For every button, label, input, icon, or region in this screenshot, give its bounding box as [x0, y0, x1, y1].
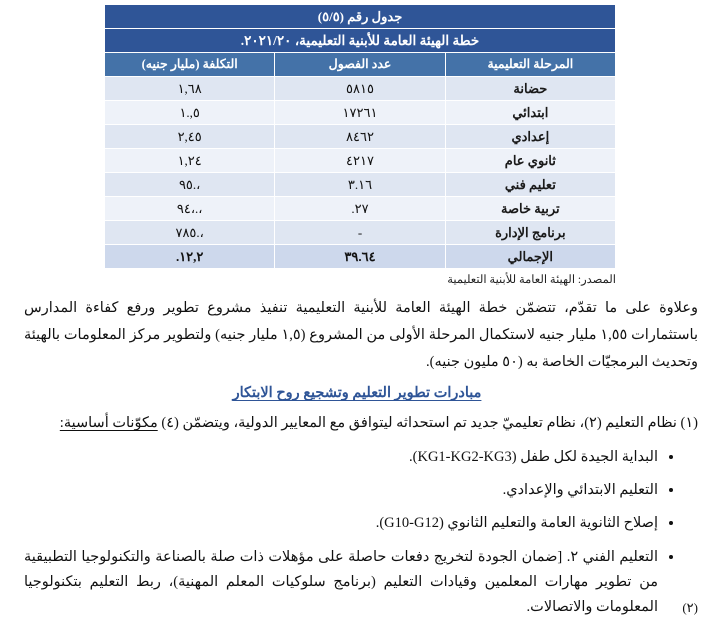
cell-stage: تربية خاصة — [445, 197, 615, 221]
cell-cost: ،.٧٨٥ — [105, 221, 275, 245]
list-item: • البداية الجيدة لكل طفل (KG1-KG2-KG3). — [24, 444, 658, 470]
cell-classes: ٤٢١٧ — [275, 149, 445, 173]
footnote-marker: (٢) — [682, 600, 698, 615]
plan-table-container — [104, 0, 616, 269]
list-item: • التعليم الفني ٢. [ضمان الجودة لتخريج دفعات حاصلة على مؤهلات ذات صلة بالصناعة والتكنولوجيا التطبيقية من تطوير مهارات المعلمين وقيادات التعليم (برنامج سلوكيات المعلم المهنية)، ربط التعليم بتكنولوجيا المعلومات والاتصالات. — [24, 544, 658, 621]
cell-total-cost: ١٢,٢. — [105, 245, 275, 269]
list-item: • التعليم الابتدائي والإعدادي. — [24, 477, 658, 503]
intro-underlined: مكوّنات أساسية: — [59, 415, 158, 432]
table-row — [105, 101, 616, 125]
list-item: • إصلاح الثانوية العامة والتعليم الثانوي (G10-G12). — [24, 510, 658, 536]
cell-classes: ٥٨١٥ — [275, 77, 445, 101]
table-caption-title-row — [105, 29, 616, 53]
paragraph-education-system — [14, 410, 706, 436]
cell-stage: برنامج الإدارة — [445, 221, 615, 245]
cell-cost: ،.٩٥ — [105, 173, 275, 197]
table-row — [105, 125, 616, 149]
cell-stage: تعليم فني — [445, 173, 615, 197]
cell-stage: ابتدائي — [445, 101, 615, 125]
table-header-row — [105, 53, 616, 77]
table-row — [105, 149, 616, 173]
cell-cost: ١,٦٨ — [105, 77, 275, 101]
table-caption-title: خطة الهيئة العامة للأبنية التعليمية، ٢٠٢١/٢٠. — [105, 29, 616, 53]
cell-cost: ٥,.١ — [105, 101, 275, 125]
table-caption-number: جدول رقم (٥/٥) — [105, 5, 616, 29]
cell-stage: حضانة — [445, 77, 615, 101]
table-row — [105, 221, 616, 245]
intro-text: (١) نظام التعليم (٢)، نظام تعليميّ جديد تم استحداثه ليتوافق مع المعايير الدولية، ويتضمّن (٤) — [157, 415, 698, 432]
section-heading-innovation: مبادرات تطوير التعليم وتشجيع روح الابتكار — [232, 385, 482, 402]
table-source: المصدر: الهيئة العامة للأبنية التعليمية — [447, 274, 616, 286]
plan-table — [104, 4, 616, 269]
table-row — [105, 173, 616, 197]
cell-total-classes: ٣٩.٦٤ — [275, 245, 445, 269]
cell-classes: ٣.١٦ — [275, 173, 445, 197]
column-header-classes: عدد الفصول — [275, 53, 445, 77]
cell-stage: إعدادي — [445, 125, 615, 149]
cell-stage: ثانوي عام — [445, 149, 615, 173]
cell-classes: ١٧٢٦١ — [275, 101, 445, 125]
cell-cost: ٢,٤٥ — [105, 125, 275, 149]
cell-total-label: الإجمالي — [445, 245, 615, 269]
table-row — [105, 197, 616, 221]
components-list — [24, 444, 676, 621]
table-caption-number-row — [105, 5, 616, 29]
table-total-row — [105, 245, 616, 269]
cell-classes: - — [275, 221, 445, 245]
cell-cost: ١,٢٤ — [105, 149, 275, 173]
table-row — [105, 77, 616, 101]
cell-cost: ،.،٩٤ — [105, 197, 275, 221]
paragraph-plan-details: وعلاوة على ما تقدّم، تتضمّن خطة الهيئة العامة للأبنية التعليمية تنفيذ مشروع تطوير ورفع كفاءة المدارس باستثمارات ١,٥٥ مليار جنيه لاستكمال المرحلة الأولى من المشروع (١,٥ مليار جنيه) ولتطوير مركز المعلومات بالهيئة وتحديث البرمجيّات الخاصة به (٥٠ مليون جنيه). — [24, 300, 698, 370]
cell-classes: ٨٤٦٢ — [275, 125, 445, 149]
column-header-cost: التكلفة (مليار جنيه) — [105, 53, 275, 77]
column-header-stage: المرحلة التعليمية — [445, 53, 615, 77]
cell-classes: ٢٧. — [275, 197, 445, 221]
